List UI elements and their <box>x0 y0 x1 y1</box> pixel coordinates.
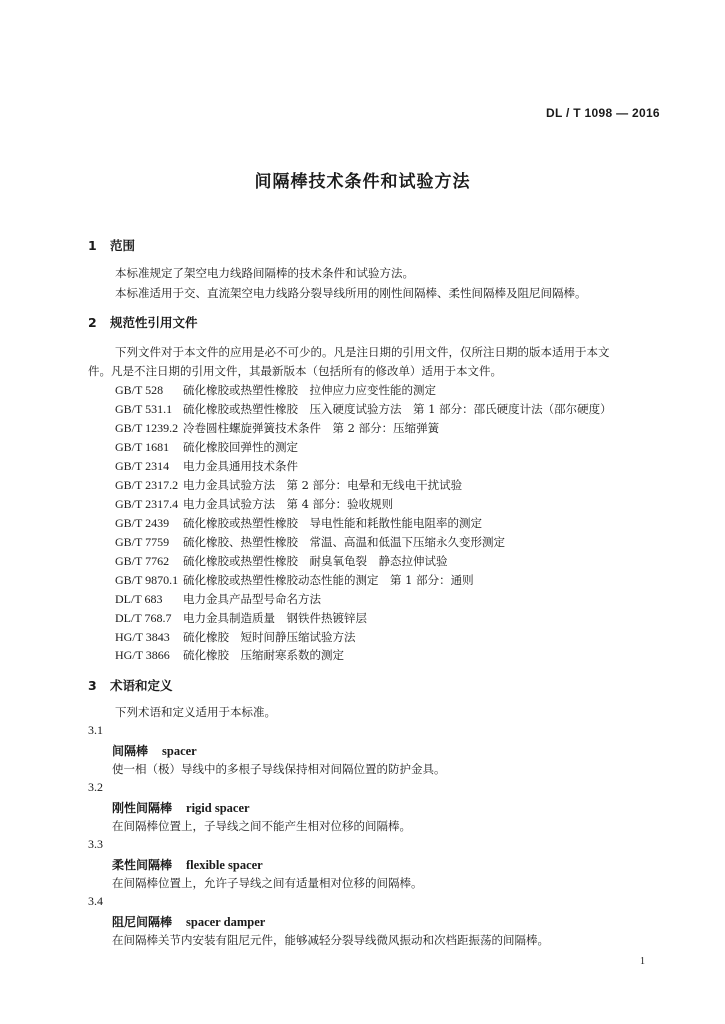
reference-item <box>115 458 298 474</box>
reference-code: GB/T 2317.4 <box>115 497 179 511</box>
section-number: 1 <box>88 238 97 253</box>
term-zh: 间隔棒 <box>112 744 149 758</box>
term-zh: 阻尼间隔棒 <box>112 915 173 929</box>
reference-code: GB/T 2314 <box>115 459 170 473</box>
reference-title: 电力金具试验方法 第 2 部分：电晕和无线电干扰试验 <box>183 478 463 492</box>
paragraph: 下列术语和定义适用于本标准。 <box>115 705 276 719</box>
reference-item <box>115 515 482 531</box>
term-number: 3.2 <box>88 780 103 794</box>
document-title: 间隔棒技术条件和试验方法 <box>254 172 471 192</box>
reference-item <box>115 629 356 645</box>
reference-code: HG/T 3843 <box>115 630 170 644</box>
term-heading <box>112 913 265 930</box>
reference-code: GB/T 7759 <box>115 535 170 549</box>
term-zh: 刚性间隔棒 <box>112 801 173 815</box>
reference-item <box>115 591 321 607</box>
reference-item <box>115 477 462 493</box>
section-number: 2 <box>88 315 97 330</box>
reference-title: 硫化橡胶 短时间静压缩试验方法 <box>183 630 356 644</box>
reference-title: 硫化橡胶或热塑性橡胶动态性能的测定 第 1 部分：通则 <box>183 573 474 587</box>
reference-code: GB/T 528 <box>115 383 164 397</box>
reference-code: HG/T 3866 <box>115 648 170 662</box>
reference-code: GB/T 2439 <box>115 516 170 530</box>
reference-title: 电力金具产品型号命名方法 <box>183 592 321 606</box>
reference-title: 硫化橡胶或热塑性橡胶 耐臭氧龟裂 静态拉伸试验 <box>183 554 448 568</box>
term-en: flexible spacer <box>186 858 263 872</box>
reference-title: 电力金具制造质量 钢铁件热镀锌层 <box>183 611 367 625</box>
reference-code: GB/T 1239.2 <box>115 421 179 435</box>
reference-title: 电力金具试验方法 第 4 部分：验收规则 <box>183 497 394 511</box>
reference-code: GB/T 7762 <box>115 554 170 568</box>
reference-item <box>115 647 344 663</box>
paragraph: 本标准规定了架空电力线路间隔棒的技术条件和试验方法。 <box>115 266 414 280</box>
reference-code: GB/T 1681 <box>115 440 170 454</box>
term-en: spacer damper <box>186 915 266 929</box>
term-definition: 在间隔棒位置上，子导线之间不能产生相对位移的间隔棒。 <box>112 819 411 833</box>
reference-title: 硫化橡胶 压缩耐寒系数的测定 <box>183 648 344 662</box>
section-title: 范围 <box>110 238 136 253</box>
reference-title: 硫化橡胶回弹性的测定 <box>183 440 298 454</box>
reference-title: 冷卷圆柱螺旋弹簧技术条件 第 2 部分：压缩弹簧 <box>183 421 440 435</box>
reference-title: 硫化橡胶或热塑性橡胶 压入硬度试验方法 第 1 部分：邵氏硬度计法（邵尔硬度） <box>183 402 612 416</box>
section-1-heading <box>88 236 135 254</box>
paragraph: 下列文件对于本文件的应用是必不可少的。凡是注日期的引用文件，仅所注日期的版本适用于本文 <box>115 345 610 359</box>
reference-title: 电力金具通用技术条件 <box>183 459 298 473</box>
reference-item <box>115 420 439 436</box>
section-2-heading <box>88 313 198 331</box>
reference-item <box>115 496 393 512</box>
reference-title: 硫化橡胶或热塑性橡胶 导电性能和耗散性能电阻率的测定 <box>183 516 482 530</box>
reference-code: GB/T 531.1 <box>115 402 173 416</box>
section-3-heading <box>88 676 173 694</box>
section-title: 术语和定义 <box>110 678 173 693</box>
reference-item <box>115 439 298 455</box>
reference-code: DL/T 683 <box>115 592 163 606</box>
reference-item <box>115 382 436 398</box>
reference-item <box>115 553 448 569</box>
reference-item <box>115 534 505 550</box>
standard-code: DL / T 1098 — 2016 <box>546 106 660 120</box>
term-heading <box>112 799 250 816</box>
reference-code: GB/T 9870.1 <box>115 573 179 587</box>
term-heading <box>112 856 263 873</box>
term-en: rigid spacer <box>186 801 250 815</box>
term-definition: 在间隔棒位置上，允许子导线之间有适量相对位移的间隔棒。 <box>112 876 423 890</box>
reference-item <box>115 401 612 417</box>
reference-code: GB/T 2317.2 <box>115 478 179 492</box>
reference-title: 硫化橡胶或热塑性橡胶 拉伸应力应变性能的测定 <box>183 383 436 397</box>
reference-code: DL/T 768.7 <box>115 611 172 625</box>
term-definition: 使一相（极）导线中的多根子导线保持相对间隔位置的防护金具。 <box>112 762 446 776</box>
paragraph: 件。凡是不注日期的引用文件，其最新版本（包括所有的修改单）适用于本文件。 <box>88 364 502 378</box>
term-number: 3.3 <box>88 837 103 851</box>
term-number: 3.4 <box>88 894 103 908</box>
term-en: spacer <box>162 744 197 758</box>
term-heading <box>112 742 197 759</box>
paragraph: 本标准适用于交、直流架空电力线路分裂导线所用的刚性间隔棒、柔性间隔棒及阻尼间隔棒。 <box>115 286 587 300</box>
term-number: 3.1 <box>88 723 103 737</box>
section-number: 3 <box>88 678 97 693</box>
reference-item <box>115 572 474 588</box>
term-definition: 在间隔棒关节内安装有阻尼元件，能够减轻分裂导线微风振动和次档距振荡的间隔棒。 <box>112 933 549 947</box>
term-zh: 柔性间隔棒 <box>112 858 173 872</box>
reference-item <box>115 610 367 626</box>
page-number: 1 <box>640 956 645 967</box>
section-title: 规范性引用文件 <box>110 315 198 330</box>
reference-title: 硫化橡胶、热塑性橡胶 常温、高温和低温下压缩永久变形测定 <box>183 535 505 549</box>
